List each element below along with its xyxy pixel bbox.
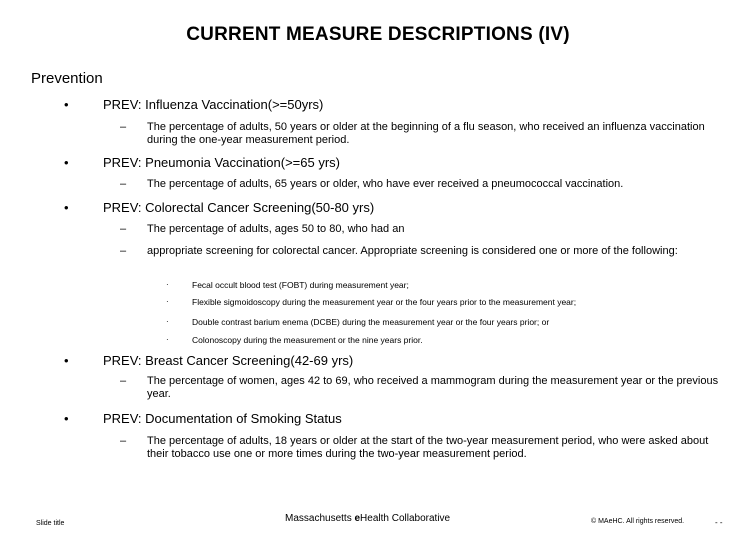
measure-description: The percentage of adults, 65 years or older, who have ever received a pneumococcal vaccination. xyxy=(147,178,624,190)
measure-heading: PREV: Pneumonia Vaccination(>=65 yrs) xyxy=(103,155,341,170)
bullet-icon: • xyxy=(64,97,69,112)
slide-title: CURRENT MEASURE DESCRIPTIONS (IV) xyxy=(186,24,570,45)
section-heading: Prevention xyxy=(31,70,103,87)
footer-page-marker: - - xyxy=(715,518,723,527)
bullet-icon: • xyxy=(64,411,69,426)
org-e: e xyxy=(354,513,361,524)
measure-heading: PREV: Documentation of Smoking Status xyxy=(103,411,342,426)
screening-option: Double contrast barium enema (DCBE) during the measurement year or the four years prior; or xyxy=(192,317,550,327)
bullet-icon: • xyxy=(64,155,69,170)
org-suffix: Health Collaborative xyxy=(360,513,451,524)
measure-description: appropriate screening for colorectal cancer. Appropriate screening is considered one or more of the following: xyxy=(147,245,678,257)
org-prefix: Massachusetts xyxy=(285,513,355,524)
subdot-icon: · xyxy=(166,280,169,289)
subdot-icon: · xyxy=(166,297,169,306)
screening-option: Colonoscopy during the measurement or the nine years prior. xyxy=(192,335,423,345)
footer-organization xyxy=(285,513,450,524)
measure-description: The percentage of adults, ages 50 to 80, who had an xyxy=(147,223,405,235)
screening-option: Fecal occult blood test (FOBT) during measurement year; xyxy=(192,280,409,290)
measure-heading: PREV: Influenza Vaccination(>=50yrs) xyxy=(103,97,324,112)
bullet-icon: • xyxy=(64,200,69,215)
dash-icon: – xyxy=(120,375,127,387)
screening-option: Flexible sigmoidoscopy during the measurement year or the four years prior to the measurement year; xyxy=(192,297,577,307)
measure-description: The percentage of adults, 18 years or older at the start of the two-year measurement period, who were asked about their tobacco use one or more times during the two-year measurement period. xyxy=(147,435,709,460)
dash-icon: – xyxy=(120,223,127,235)
measure-heading: PREV: Breast Cancer Screening(42-69 yrs) xyxy=(103,353,354,368)
dash-icon: – xyxy=(120,245,127,257)
subdot-icon: · xyxy=(166,317,169,326)
dash-icon: – xyxy=(120,121,127,133)
dash-icon: – xyxy=(120,435,127,447)
subdot-icon: · xyxy=(166,335,169,344)
measure-description: The percentage of adults, 50 years or older at the beginning of a flu season, who received an influenza vaccination during the one-year measurement period. xyxy=(147,121,705,146)
measure-description: The percentage of women, ages 42 to 69, who received a mammogram during the measurement year or the previous year. xyxy=(147,375,719,400)
dash-icon: – xyxy=(120,178,127,190)
footer-slide-title: Slide title xyxy=(36,520,65,527)
bullet-icon: • xyxy=(64,353,69,368)
footer-copyright: © MAeHC. All rights reserved. xyxy=(591,518,685,525)
measure-heading: PREV: Colorectal Cancer Screening(50-80 yrs) xyxy=(103,200,375,215)
